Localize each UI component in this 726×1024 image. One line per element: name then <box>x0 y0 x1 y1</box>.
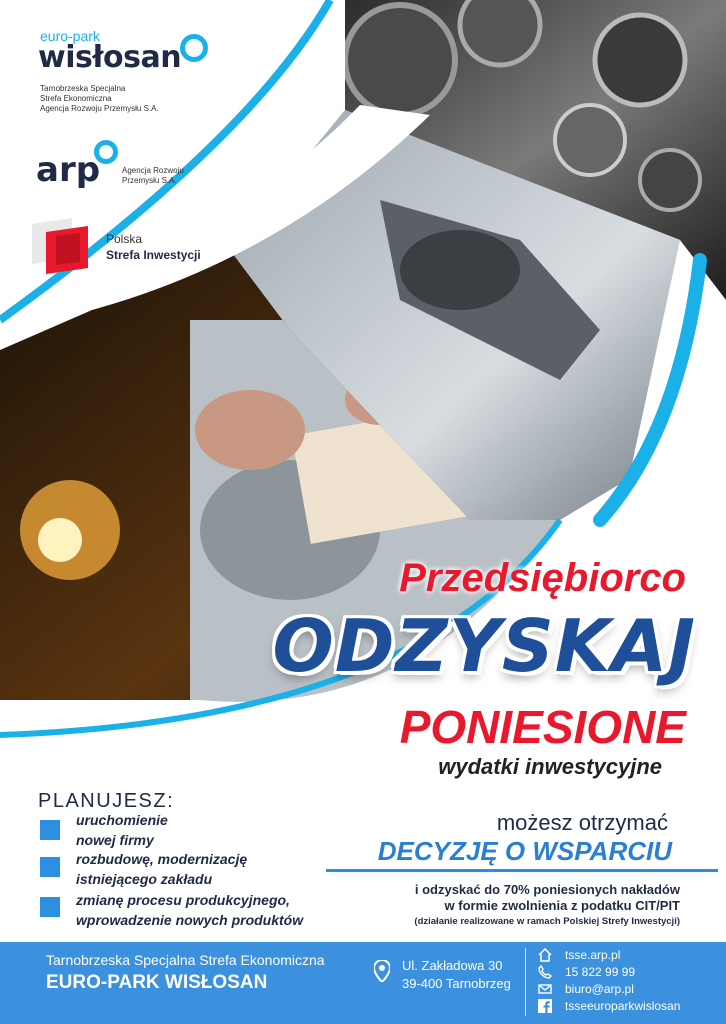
address-city: 39-400 Tarnobrzeg <box>402 976 511 991</box>
arp-logo: arp <box>36 150 101 190</box>
europark-wordmark: wisłosan <box>38 40 182 75</box>
list-item <box>76 849 247 889</box>
arp-ring-icon <box>94 140 118 164</box>
bullet-square-icon <box>40 897 60 917</box>
list-item-line: rozbudowę, modernizację <box>76 851 248 867</box>
europark-sub-line: Agencja Rozwoju Przemysłu S.A. <box>40 104 159 113</box>
facebook-link[interactable]: tsseeuroparkwislosan <box>565 999 681 1013</box>
europark-sub-line: Tarnobrzeska Specjalna <box>40 84 126 93</box>
address-street: Ul. Zakładowa 30 <box>402 958 503 973</box>
europark-small-text: euro-park <box>40 28 100 44</box>
bullet-square-icon <box>40 820 60 840</box>
headline-incurred: PONIESIONE <box>399 701 686 753</box>
divider <box>525 948 526 1016</box>
plan-title: PLANUJESZ: <box>38 790 175 812</box>
location-pin-icon <box>374 960 390 982</box>
offer-decision: DECYZJĘ O WSPARCIU <box>377 836 672 866</box>
offer-note2: w formie zwolnienia z podatku CIT/PIT <box>444 898 680 913</box>
divider <box>326 869 718 872</box>
list-item-line: uruchomienie <box>76 812 168 828</box>
list-item-line: zmianę procesu produkcyjnego, <box>76 892 290 908</box>
mail-icon <box>538 982 552 996</box>
europark-subtitle <box>40 84 159 114</box>
europark-sub-line: Strefa Ekonomiczna <box>40 94 112 103</box>
email-link[interactable]: biuro@arp.pl <box>565 982 634 996</box>
europark-ring-icon <box>180 34 208 62</box>
list-item <box>76 810 168 850</box>
list-item-line: wprowadzenie nowych produktów <box>76 912 304 928</box>
phone-link[interactable]: 15 822 99 99 <box>565 965 636 979</box>
psi-line1: Polska <box>106 232 143 246</box>
psi-flag-icon <box>32 218 98 274</box>
headline-entrepreneur: Przedsiębiorco <box>399 556 686 600</box>
website-link[interactable]: tsse.arp.pl <box>565 948 621 962</box>
headline-expenses: wydatki inwestycyjne <box>438 754 662 779</box>
arp-subtitle <box>122 166 184 186</box>
phone-icon <box>538 965 552 979</box>
arp-sub-line: Agencja Rozwoju <box>122 166 184 175</box>
offer-line1: możesz otrzymać <box>496 810 668 835</box>
list-item-line: istniejącego zakładu <box>76 871 213 887</box>
list-item <box>76 890 303 930</box>
arp-sub-line: Przemysłu S.A. <box>122 176 177 185</box>
psi-line2: Strefa Inwestycji <box>106 248 201 262</box>
offer-note1: i odzyskać do 70% poniesionych nakładów <box>414 882 680 897</box>
offer-note3: (działanie realizowane w ramach Polskiej Strefy Inwestycji) <box>414 916 680 927</box>
footer-org-line2: EURO-PARK WISŁOSAN <box>46 972 268 993</box>
list-item-line: nowej firmy <box>76 832 154 848</box>
home-icon <box>538 948 552 962</box>
footer-org-line1: Tarnobrzeska Specjalna Strefa Ekonomiczna <box>46 952 325 968</box>
bullet-square-icon <box>40 857 60 877</box>
headline-recover: ODZYSKAJ <box>272 604 696 688</box>
facebook-icon <box>538 999 552 1013</box>
